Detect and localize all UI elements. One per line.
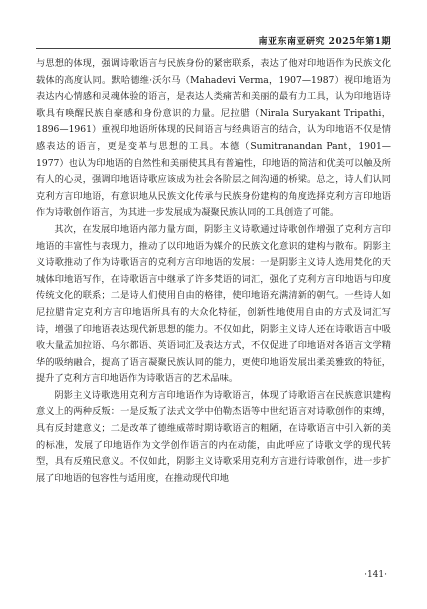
journal-header: 南亚东南亚研究 2025年第1期 (258, 37, 391, 47)
article-body (36, 56, 391, 487)
paragraph-2: 其次，在发展印地语内部力量方面，阴影主义诗歌通过诗歌创作增强了克利方言印地语的丰富性与表现力，推动了以印地语为媒介的民族文化意识的建构与散布。阴影主义诗歌推动了作为诗歌语言的克利方言印地语的发展：一是阴影主义诗人选用梵化的天城体印地语写作，在诗歌语言中继承了许多梵语的词汇，强化了克利方言印地语与印度传统文化的联系；二是诗人们使用自由的格律，使印地语充满清新的朝气。一些诗人如尼拉腊肯定克利方言印地语所具有的大众化特征，创新性地使用自由的方式及词汇写诗，增强了印地语表达现代新思想的能力。不仅如此，阴影主义诗人还在诗歌语言中吸收大量孟加拉语、乌尔都语、英语词汇及表达方式，不仅促进了印地语对各语言文学精华的吸纳融合，提高了语言凝聚民族认同的能力，更使印地语发展出柔美雅致的特征，提升了克利方言印地语作为诗歌语言的艺术品味。 (36, 223, 391, 385)
page-number: ·141· (364, 570, 387, 580)
paragraph-1: 与思想的体现，强调诗歌语言与民族身份的紧密联系，表达了他对印地语作为民族文化载体的高度认同。默哈德维·沃尔马（Mahadevi Verma，1907—1987）视印地语为表达内心情感和灵魂体验的语言，是表达人类痛苦和美丽的最有力工具，认为印地语诗歌具有唤醒民族自豪感和身份意识的力量。尼拉腊（Nirala Suryakant Tripathi，1896—1961）重视印地语所体现的民间语言与经典语言的结合，认为印地语不仅是情感表达的语言，更是变革与思想的工具。本德（Sumitranandan Pant，1901—1977）也认为印地语的自然性和美丽使其具有普遍性，印地语的简洁和优美可以触及所有人的心灵，强调印地语诗歌应该成为社会各阶层之间沟通的桥梁。总之，诗人们认同克利方言印地语，有意识地从民族文化传承与民族身份建构的角度选择克利方言印地语作为诗歌创作语言，为其进一步发展成为凝聚民族认同的工具创造了可能。 (36, 58, 391, 219)
paragraph-3: 阴影主义诗歌选用克利方言印地语作为诗歌语言，体现了诗歌语言在民族意识建构意义上的两种反叛：一是反叛了法式文学中伯勒杰语等中世纪语言对诗歌创作的束缚，具有反封建意义；二是改革了德维威蒂时期诗歌语言的粗陋，在诗歌语言中引入新的美的标准，发展了印地语作为文学创作语言的内在动能，由此呼应了诗歌文学的现代转型，具有反殖民意义。不仅如此，阴影主义诗歌采用克利方言进行诗歌创作，进一步扩展了印地语的包容性与适用度，在推动现代印地 (36, 389, 391, 484)
header-divider (36, 48, 391, 49)
